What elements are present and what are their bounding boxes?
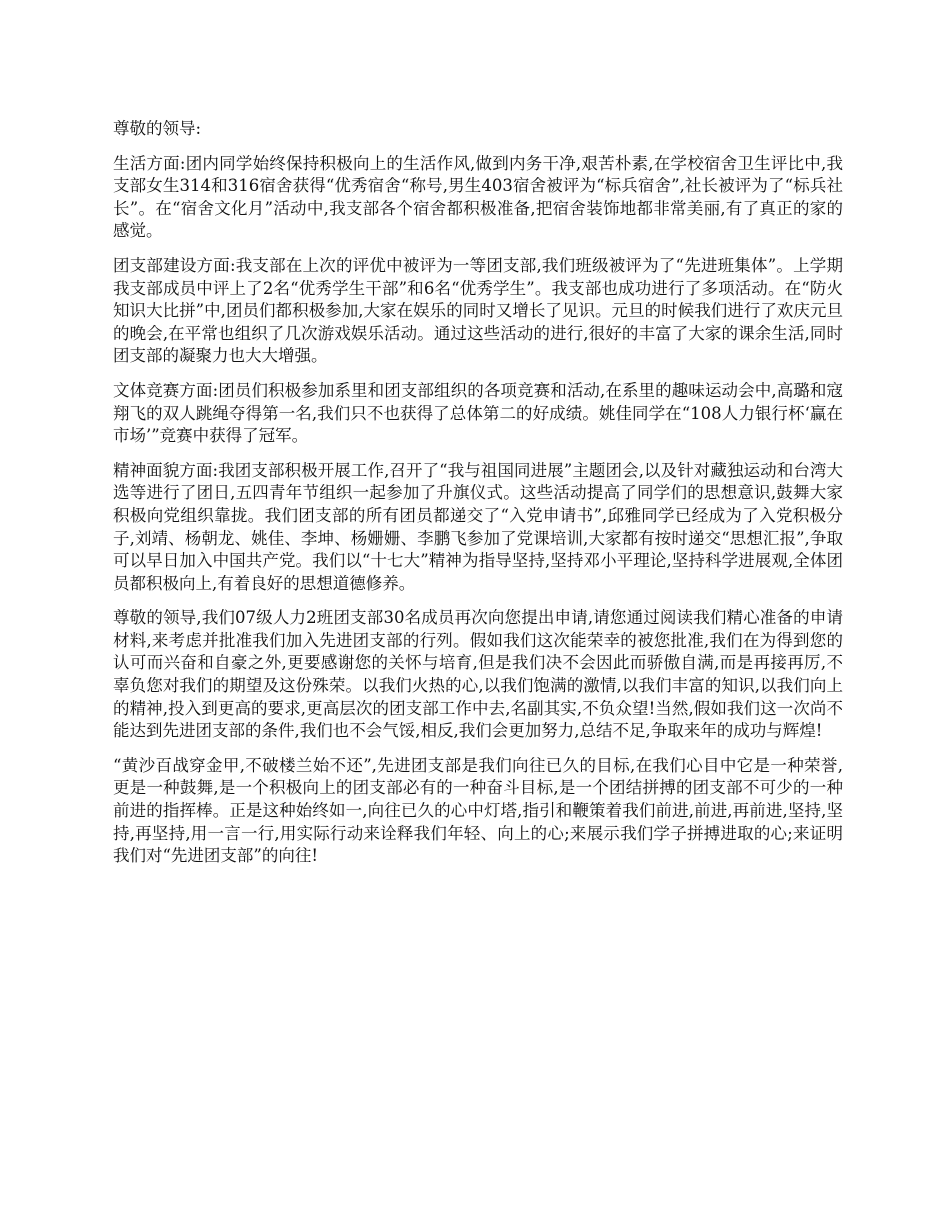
salutation: 尊敬的领导: bbox=[113, 119, 202, 138]
paragraph-living: 生活方面:团内同学始终保持积极向上的生活作风,做到内务干净,艰苦朴素,在学校宿舍卫生评比中,我支部女生314和316宿舍获得“优秀宿舍“称号,男生403宿舍被评为“标兵宿舍”,社长被评为了“标兵社长”。在“宿舍文化月”活动中,我支部各个宿舍都积极准备,把宿舍装饰地都非常美丽,有了真正的家的感觉。 bbox=[113, 153, 843, 241]
paragraph-closing: “黄沙百战穿金甲,不破楼兰始不还”,先进团支部是我们向往已久的目标,在我们心目中它是一种荣誉,更是一种鼓舞,是一个积极向上的团支部必有的一种奋斗目标,是一个团结拼搏的团支部不可少的一种前进的指挥棒。正是这种始终如一,向往已久的心中灯塔,指引和鞭策着我们前进,前进,再前进,坚持,坚持,再坚持,用一言一行,用实际行动来诠释我们年轻、向上的心;来展示我们学子拼搏进取的心;来证明我们对“先进团支部”的向往! bbox=[113, 755, 843, 866]
paragraph-application: 尊敬的领导,我们07级人力2班团支部30名成员再次向您提出申请,请您通过阅读我们精心准备的申请材料,来考虑并批准我们加入先进团支部的行列。假如我们这次能荣幸的被您批准,我们在为得到您的认可而兴奋和自豪之外,更要感谢您的关怀与培育,但是我们决不会因此而骄傲自满,而是再接再厉,不辜负您对我们的期望及这份殊荣。以我们火热的心,以我们饱满的激情,以我们丰富的知识,以我们向上的精神,投入到更高的要求,更高层次的团支部工作中去,名副其实,不负众望!当然,假如我们这一次尚不能达到先进团支部的条件,我们也不会气馁,相反,我们会更加努力,总结不足,争取来年的成功与辉煌! bbox=[113, 608, 843, 741]
paragraph-spirit: 精神面貌方面:我团支部积极开展工作,召开了“我与祖国同进展”主题团会,以及针对藏独运动和台湾大选等进行了团日,五四青年节组织一起参加了升旗仪式。这些活动提高了同学们的思想意识,鼓舞大家积极向党组织靠拢。我们团支部的所有团员都递交了“入党申请书”,邱雅同学已经成为了入党积极分子,刘靖、杨朝龙、姚佳、李坤、杨姗姗、李鹏飞参加了党课培训,大家都有按时递交“思想汇报”,争取可以早日加入中国共产党。我们以“十七大”精神为指导坚持,坚持邓小平理论,坚持科学进展观,全体团员都积极向上,有着良好的思想道德修养。 bbox=[113, 460, 843, 593]
paragraph-sports-competition: 文体竞赛方面:团员们积极参加系里和团支部组织的各项竞赛和活动,在系里的趣味运动会中,高璐和寇翔飞的双人跳绳夺得第一名,我们只不也获得了总体第二的好成绩。姚佳同学在“108人力银行杯‘赢在市场’”竞赛中获得了冠军。 bbox=[113, 380, 843, 446]
document-body bbox=[113, 118, 843, 880]
paragraph-branch-building: 团支部建设方面:我支部在上次的评优中被评为一等团支部,我们班级被评为了“先进班集体”。上学期我支部成员中评上了2名“优秀学生干部”和6名“优秀学生”。我支部也成功进行了多项活动。在“防火知识大比拼”中,团员们都积极参加,大家在娱乐的同时又增长了见识。元旦的时候我们进行了欢庆元旦的晚会,在平常也组织了几次游戏娱乐活动。通过这些活动的进行,很好的丰富了大家的课余生活,同时团支部的凝聚力也大大增强。 bbox=[113, 255, 843, 366]
